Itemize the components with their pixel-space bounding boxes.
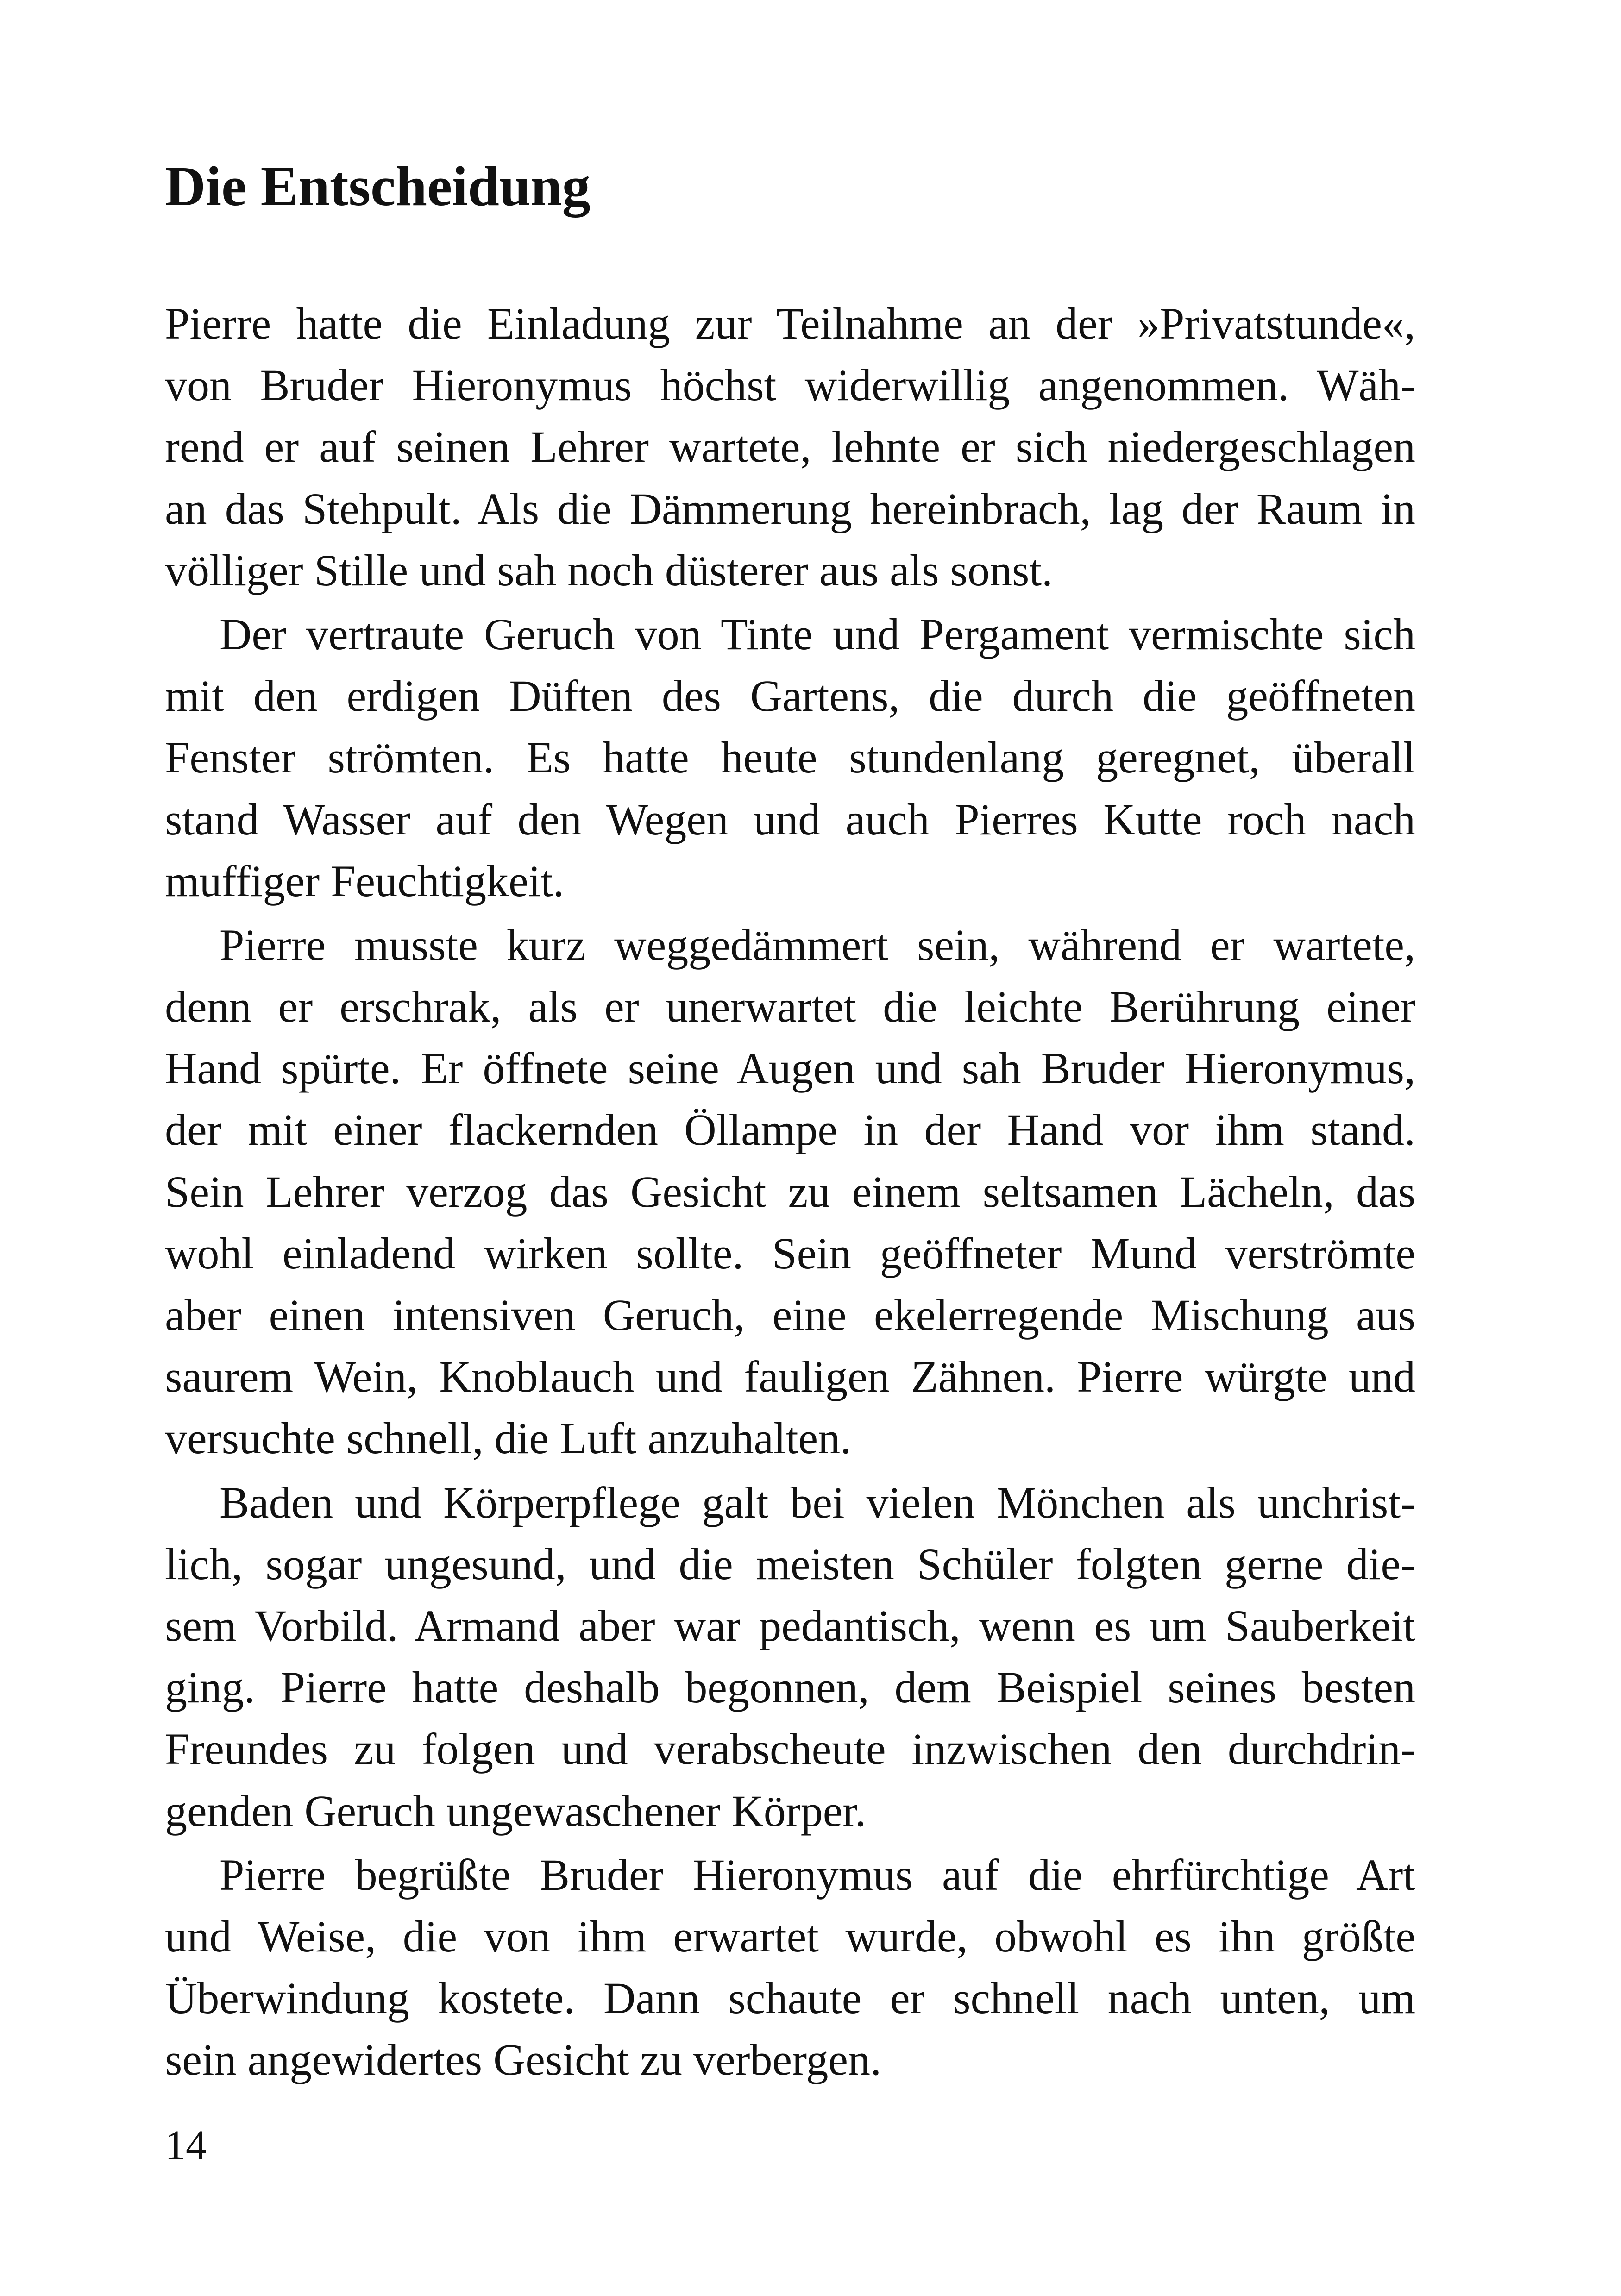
text-line: Der vertraute Geruch von Tinte und Pergament vermischte sich <box>220 609 1415 659</box>
text-line: Überwindung kostete. Dann schaute er schnell nach unten, um <box>165 1973 1415 2023</box>
text-line: sem Vorbild. Armand aber war pedantisch, wenn es um Sauberkeit <box>165 1600 1415 1650</box>
text-line: Pierre begrüßte Bruder Hieronymus auf die ehrfürchtige Art <box>220 1850 1415 1900</box>
text-line: rend er auf seinen Lehrer wartete, lehnte er sich niedergeschlagen <box>165 422 1415 472</box>
text-line: völliger Stille und sah noch düsterer aus als sonst. <box>165 545 1053 595</box>
text-line: genden Geruch ungewaschener Körper. <box>165 1786 867 1836</box>
text-line: muffiger Feuchtigkeit. <box>165 856 565 906</box>
text-line: der mit einer flackernden Öllampe in der Hand vor ihm stand. <box>165 1105 1415 1155</box>
text-line: aber einen intensiven Geruch, eine ekelerregende Mischung aus <box>165 1290 1415 1340</box>
text-line: versuchte schnell, die Luft anzuhalten. <box>165 1413 852 1463</box>
text-line: saurem Wein, Knoblauch und fauligen Zähnen. Pierre würgte und <box>165 1352 1415 1402</box>
text-line: Sein Lehrer verzog das Gesicht zu einem seltsamen Lächeln, das <box>165 1167 1415 1217</box>
text-line: und Weise, die von ihm erwartet wurde, obwohl es ihn größte <box>165 1911 1415 1961</box>
text-line: Pierre hatte die Einladung zur Teilnahme an der »Privatstunde«, <box>165 299 1415 348</box>
text-line: lich, sogar ungesund, und die meisten Schüler folgten gerne die- <box>165 1539 1415 1589</box>
text-line: mit den erdigen Düften des Gartens, die durch die geöffneten <box>165 671 1415 721</box>
text-line: Pierre musste kurz weggedämmert sein, während er wartete, <box>220 920 1415 970</box>
text-line: sein angewidertes Gesicht zu verbergen. <box>165 2035 881 2085</box>
paragraph-5 <box>165 1844 1415 2091</box>
chapter-title: Die Entscheidung <box>165 155 591 218</box>
page-number: 14 <box>165 2122 207 2168</box>
paragraph-2 <box>165 603 1415 912</box>
text-line: Baden und Körperpflege galt bei vielen Mönchen als unchrist- <box>220 1477 1415 1527</box>
paragraph-3 <box>165 914 1415 1469</box>
body-text <box>165 293 1415 2090</box>
text-line: von Bruder Hieronymus höchst widerwillig angenommen. Wäh- <box>165 360 1415 410</box>
text-line: Hand spürte. Er öffnete seine Augen und sah Bruder Hieronymus, <box>165 1043 1415 1093</box>
text-line: Freundes zu folgen und verabscheute inzwischen den durchdrin- <box>165 1724 1415 1774</box>
text-line: Fenster strömten. Es hatte heute stundenlang geregnet, überall <box>165 733 1415 783</box>
paragraph-1 <box>165 293 1415 601</box>
text-line: denn er erschrak, als er unerwartet die leichte Berührung einer <box>165 982 1415 1032</box>
text-line: wohl einladend wirken sollte. Sein geöffneter Mund verströmte <box>165 1228 1415 1278</box>
text-line: ging. Pierre hatte deshalb begonnen, dem Beispiel seines besten <box>165 1662 1415 1713</box>
text-line: stand Wasser auf den Wegen und auch Pierres Kutte roch nach <box>165 794 1415 844</box>
text-line: an das Stehpult. Als die Dämmerung hereinbrach, lag der Raum in <box>165 483 1415 533</box>
paragraph-4 <box>165 1472 1415 1842</box>
